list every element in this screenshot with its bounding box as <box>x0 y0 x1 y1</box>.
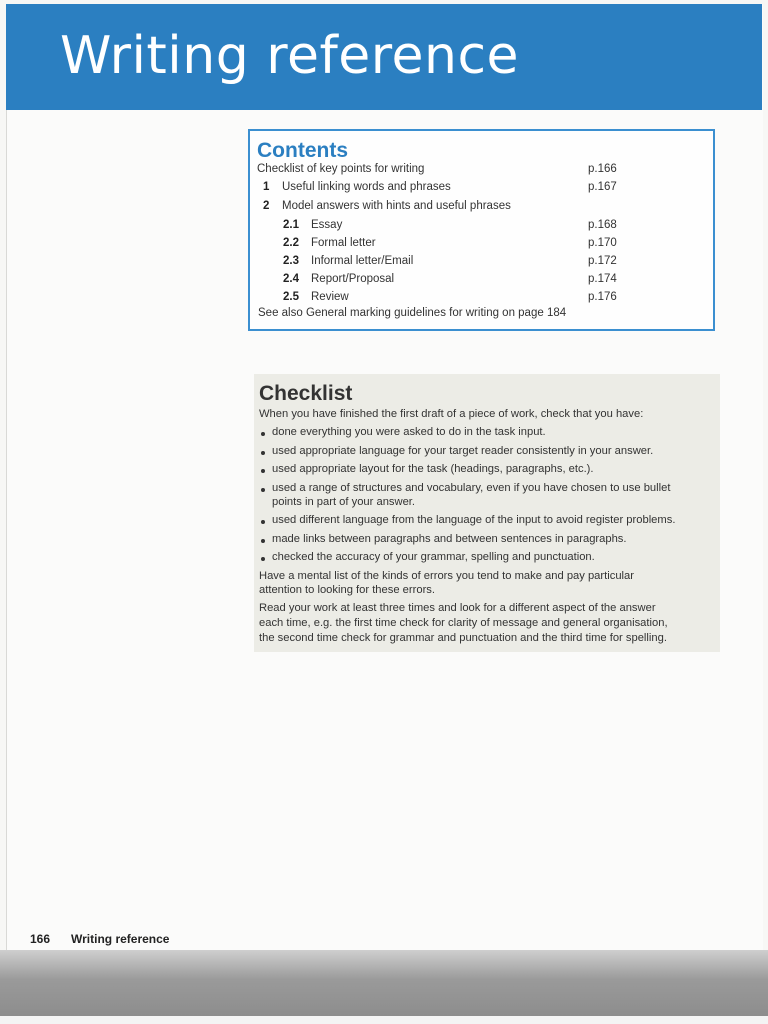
checklist-paragraph: each time, e.g. the first time check for clarity of message and general organisation, <box>259 617 668 629</box>
bullet-icon <box>261 432 265 436</box>
toc-page: p.176 <box>588 291 617 303</box>
checklist-bullet: used a range of structures and vocabulary, even if you have chosen to use bullet <box>272 482 671 494</box>
toc-number: 2.1 <box>283 219 299 231</box>
page-number: 166 <box>30 932 51 946</box>
checklist-intro: When you have finished the first draft of a piece of work, check that you have: <box>259 408 644 420</box>
toc-label: Model answers with hints and useful phrases <box>282 200 511 212</box>
toc-number: 2.5 <box>283 291 299 303</box>
bullet-icon <box>261 469 265 473</box>
toc-label: Report/Proposal <box>311 273 395 285</box>
bullet-icon <box>261 557 265 561</box>
toc-number: 2.4 <box>283 273 299 285</box>
toc-label: Informal letter/Email <box>311 255 414 267</box>
bullet-icon <box>261 488 265 492</box>
checklist-heading: Checklist <box>259 382 353 405</box>
toc-number: 1 <box>263 181 270 193</box>
checklist-bullet: made links between paragraphs and between sentences in paragraphs. <box>272 533 627 545</box>
bullet-icon <box>261 451 265 455</box>
running-footer: Writing reference <box>71 932 170 946</box>
checklist-bullet: done everything you were asked to do in the task input. <box>272 426 546 438</box>
toc-label: Useful linking words and phrases <box>282 181 451 193</box>
checklist-paragraph: Read your work at least three times and look for a different aspect of the answer <box>259 602 656 614</box>
toc-item[interactable] <box>250 200 713 218</box>
contents-box <box>248 129 715 331</box>
checklist-paragraph: the second time check for grammar and punctuation and the third time for spelling. <box>259 632 667 644</box>
toc-item[interactable] <box>250 163 713 181</box>
toc-item[interactable] <box>250 255 713 273</box>
checklist-bullet: used appropriate layout for the task (headings, paragraphs, etc.). <box>272 463 594 475</box>
scan-shadow <box>0 950 768 1024</box>
toc-label: Review <box>311 291 349 303</box>
toc-item[interactable] <box>250 273 713 291</box>
scan-edge <box>0 1016 768 1024</box>
toc-item[interactable] <box>250 219 713 237</box>
toc-label: Checklist of key points for writing <box>257 163 425 175</box>
checklist-bullet: checked the accuracy of your grammar, spelling and punctuation. <box>272 551 595 563</box>
toc-label: Formal letter <box>311 237 376 249</box>
toc-page: p.170 <box>588 237 617 249</box>
toc-number: 2.3 <box>283 255 299 267</box>
toc-item[interactable] <box>250 181 713 199</box>
toc-number: 2 <box>263 200 270 212</box>
checklist-bullet: used appropriate language for your target reader consistently in your answer. <box>272 445 654 457</box>
checklist-bullet-continuation: points in part of your answer. <box>272 496 416 508</box>
checklist-bullet: used different language from the language of the input to avoid register problems. <box>272 514 676 526</box>
checklist-paragraph: attention to looking for these errors. <box>259 584 435 596</box>
checklist-box <box>254 374 720 652</box>
toc-page: p.172 <box>588 255 617 267</box>
toc-item[interactable] <box>250 237 713 255</box>
bullet-icon <box>261 520 265 524</box>
toc-label: Essay <box>311 219 343 231</box>
toc-page: p.168 <box>588 219 617 231</box>
toc-page: p.166 <box>588 163 617 175</box>
contents-heading: Contents <box>257 139 348 162</box>
toc-page: p.167 <box>588 181 617 193</box>
section-header-banner <box>6 4 762 110</box>
toc-page: p.174 <box>588 273 617 285</box>
checklist-paragraph: Have a mental list of the kinds of errors you tend to make and pay particular <box>259 570 634 582</box>
toc-number: 2.2 <box>283 237 299 249</box>
see-also-note: See also General marking guidelines for writing on page 184 <box>258 307 567 319</box>
bullet-icon <box>261 539 265 543</box>
page-title: Writing reference <box>60 26 520 86</box>
